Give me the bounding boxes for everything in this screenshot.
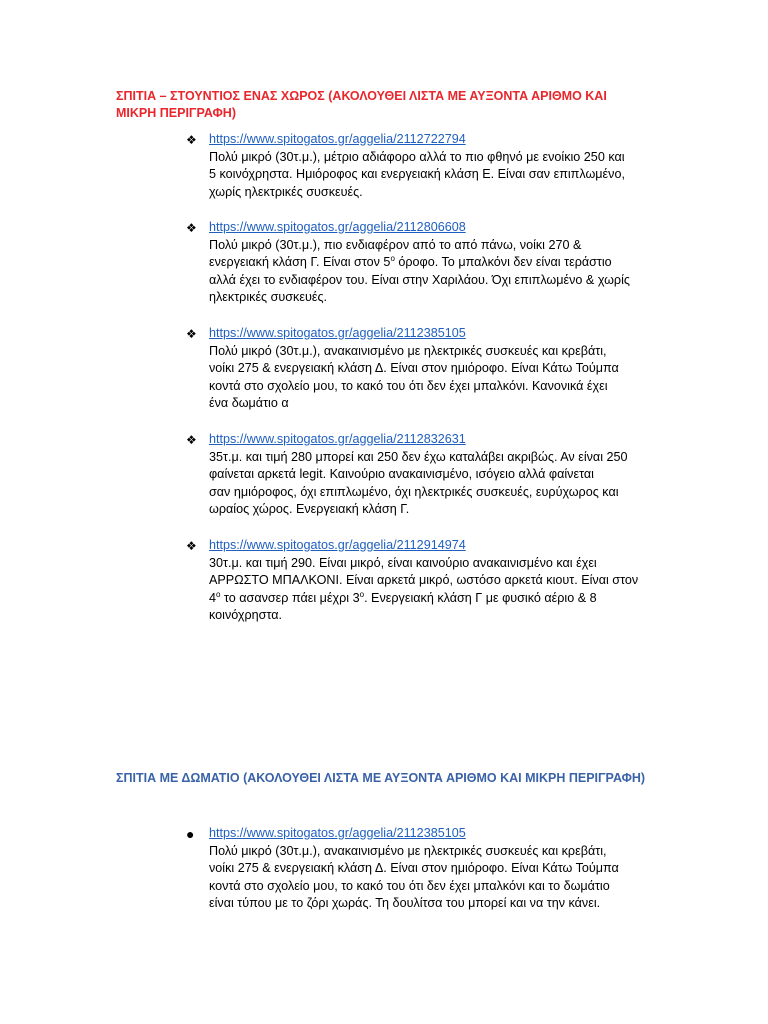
listing-description: Πολύ μικρό (30τ.μ.), ανακαινισμένο με ηλεκτρικές συσκευές και κρεβάτι, νοίκι 275 & ενεργειακή κλάση Δ. Είναι στον ημιόροφο. Είναι Κάτω Τούμπα κοντά στο σχολείο μου, το κακό του ότι δεν έχει μπαλκόνι. Κανονικά έχει ένα δωμάτιο α [209, 343, 619, 411]
listing-link[interactable]: https://www.spitogatos.gr/aggelia/2112722794 [209, 132, 466, 146]
diamond-bullet-icon: ❖ [186, 133, 197, 147]
listing-link[interactable]: https://www.spitogatos.gr/aggelia/2112385105 [209, 826, 466, 840]
diamond-bullet-icon: ❖ [186, 327, 197, 341]
list-item [186, 131, 658, 201]
list-item [186, 431, 658, 519]
listing-description: Πολύ μικρό (30τ.μ.), πιο ενδιαφέρον από το από πάνω, νοίκι 270 & ενεργειακή κλάση Γ. Είναι στον $5^o$ όροφο. Το μπαλκόνι δεν είναι τεράστιο αλλά έχει το ενδιαφέρον του. Είναι στην Χαριλάου. Όχι επιπλωμένο & χωρίς ηλεκτρικές συσκευές. [209, 237, 630, 305]
listing-link[interactable]: https://www.spitogatos.gr/aggelia/2112914974 [209, 538, 466, 552]
diamond-bullet-icon: ❖ [186, 433, 197, 447]
listing-link[interactable]: https://www.spitogatos.gr/aggelia/2112832631 [209, 432, 466, 446]
list-item [186, 537, 658, 625]
list-item [186, 219, 658, 307]
listing-description: Πολύ μικρό (30τ.μ.), ανακαινισμένο με ηλεκτρικές συσκευές και κρεβάτι, νοίκι 275 & ενεργειακή κλάση Δ. Είναι στον ημιόροφο. Είναι Κάτω Τούμπα κοντά στο σχολείο μου, το κακό του ότι δεν έχει μπαλκόνι και το δωμάτιο είναι τύπου με το ζόρι χωράς. Τη δουλίτσα του μπορεί και να την κάνει. [209, 843, 619, 911]
section-heading-studios: ΣΠΙΤΙΑ – ΣΤΟΥΝΤΙΟΣ ΕΝΑΣ ΧΩΡΟΣ (ΑΚΟΛΟΥΘΕΙ ΛΙΣΤΑ ΜΕ ΑΥΞΟΝΤΑ ΑΡΙΘΜΟ ΚΑΙ ΜΙΚΡΗ ΠΕΡΙΓΡΑΦΗ) [116, 89, 607, 120]
listing-description: Πολύ μικρό (30τ.μ.), μέτριο αδιάφορο αλλά το πιο φθηνό με ενοίκιο 250 και 5 κοινόχρηστα. Ημιόροφος και ενεργειακή κλάση Ε. Είναι σαν επιπλωμένο, χωρίς ηλεκτρικές συσκευές. [209, 149, 625, 199]
listing-description: 30τ.μ. και τιμή 290. Είναι μικρό, είναι καινούριο ανακαινισμένο και έχει ΑΡΡΩΣΤΟ ΜΠΑΛΚΟΝΙ. Είναι αρκετά μικρό, ωστόσο αρκετά κιουτ. Είναι στον $4^o$ το ασανσερ πάει μέχρι $3^o$. Ενεργειακή κλάση Γ με φυσικό αέριο & 8 κοινόχρηστα. [209, 555, 639, 623]
listing-link[interactable]: https://www.spitogatos.gr/aggelia/2112806608 [209, 220, 466, 234]
diamond-bullet-icon: ❖ [186, 539, 197, 553]
diamond-bullet-icon: ❖ [186, 221, 197, 235]
listing-description: 35τ.μ. και τιμή 280 μπορεί και 250 δεν έχω καταλάβει ακριβώς. Αν είναι 250 φαίνεται αρκετά legit. Καινούριο ανακαινισμένο, ισόγειο αλλά φαίνεται σαν ημιόροφος, όχι επιπλωμένο, όχι ηλεκτρικές συσκευές, ευρύχωρος και ωραίος χώρος. Ενεργειακή κλάση Γ. [209, 449, 628, 517]
list-item [186, 825, 658, 913]
section-heading-rooms: ΣΠΙΤΙΑ ΜΕ ΔΩΜΑΤΙΟ (ΑΚΟΛΟΥΘΕΙ ΛΙΣΤΑ ΜΕ ΑΥΞΟΝΤΑ ΑΡΙΘΜΟ ΚΑΙ ΜΙΚΡΗ ΠΕΡΙΓΡΑΦΗ) [116, 771, 646, 785]
listing-link[interactable]: https://www.spitogatos.gr/aggelia/2112385105 [209, 326, 466, 340]
round-bullet-icon: ● [186, 826, 195, 842]
list-item [186, 325, 658, 413]
